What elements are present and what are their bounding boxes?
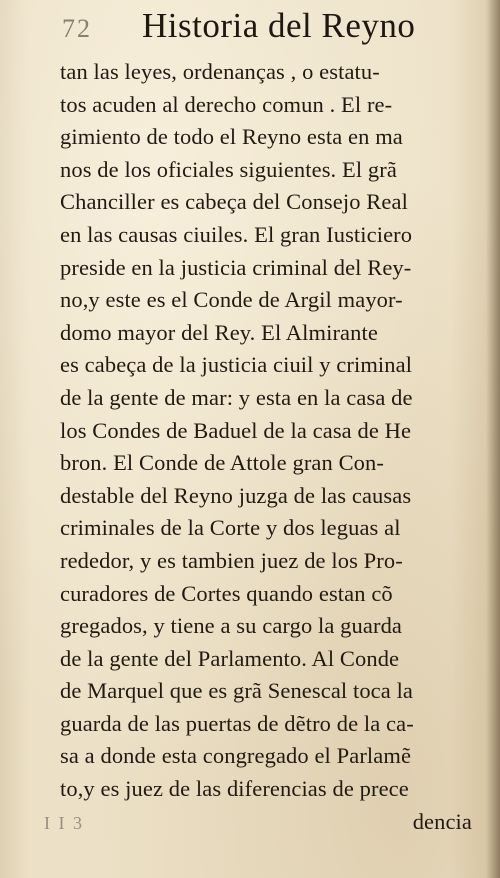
text-line: de la gente de mar: y esta en la casa de <box>60 384 413 410</box>
text-line: gregados, y tiene a su cargo la guarda <box>60 613 403 639</box>
text-line: bron. El Conde de Attole gran Con- <box>60 450 384 476</box>
text-line: tan las leyes, ordenanças , o estatu- <box>60 59 380 84</box>
signature-mark: I I 3 <box>44 813 84 833</box>
text-line: de la gente del Parlamento. Al Conde <box>60 645 400 671</box>
text-line: rededor, y es tambien juez de los Pro- <box>60 547 403 573</box>
text-line: Chanciller es cabeça del Consejo Real <box>60 189 408 215</box>
text-line: guarda de las puertas de dẽtro de la ca- <box>60 710 414 736</box>
body-text <box>60 56 490 838</box>
text-line: sa a donde esta congregado el Parlamẽ <box>60 743 412 769</box>
running-head: Historia del Reyno <box>142 6 416 45</box>
text-line: no,y este es el Conde de Argil mayor- <box>60 287 403 313</box>
text-line: to,y es juez de las diferencias de prece <box>60 776 409 802</box>
text-line: criminales de la Corte y dos leguas al <box>60 515 401 541</box>
text-line: nos de los oficiales siguientes. El grã <box>60 156 397 182</box>
gutter-shadow <box>486 0 500 878</box>
text-line: los Condes de Baduel de la casa de He <box>60 417 412 443</box>
text-line: de Marquel que es grã Senescal toca la <box>60 678 414 704</box>
text-line: tos acuden al derecho comun . El re- <box>60 91 393 117</box>
text-line: es cabeça de la justicia ciuil y criminal <box>60 352 413 378</box>
text-line: destable del Reyno juzga de las causas <box>60 482 412 508</box>
page-number: 72 <box>62 14 92 43</box>
catchword-line: dencia <box>412 808 472 834</box>
text-line: gimiento de todo el Reyno esta en ma <box>60 124 403 150</box>
text-line: preside en la justicia criminal del Rey- <box>60 254 412 280</box>
text-line: en las causas ciuiles. El gran Iusticiero <box>60 221 413 247</box>
text-line: curadores de Cortes quando estan cõ <box>60 580 393 606</box>
text-line: domo mayor del Rey. El Almirante <box>60 319 378 345</box>
